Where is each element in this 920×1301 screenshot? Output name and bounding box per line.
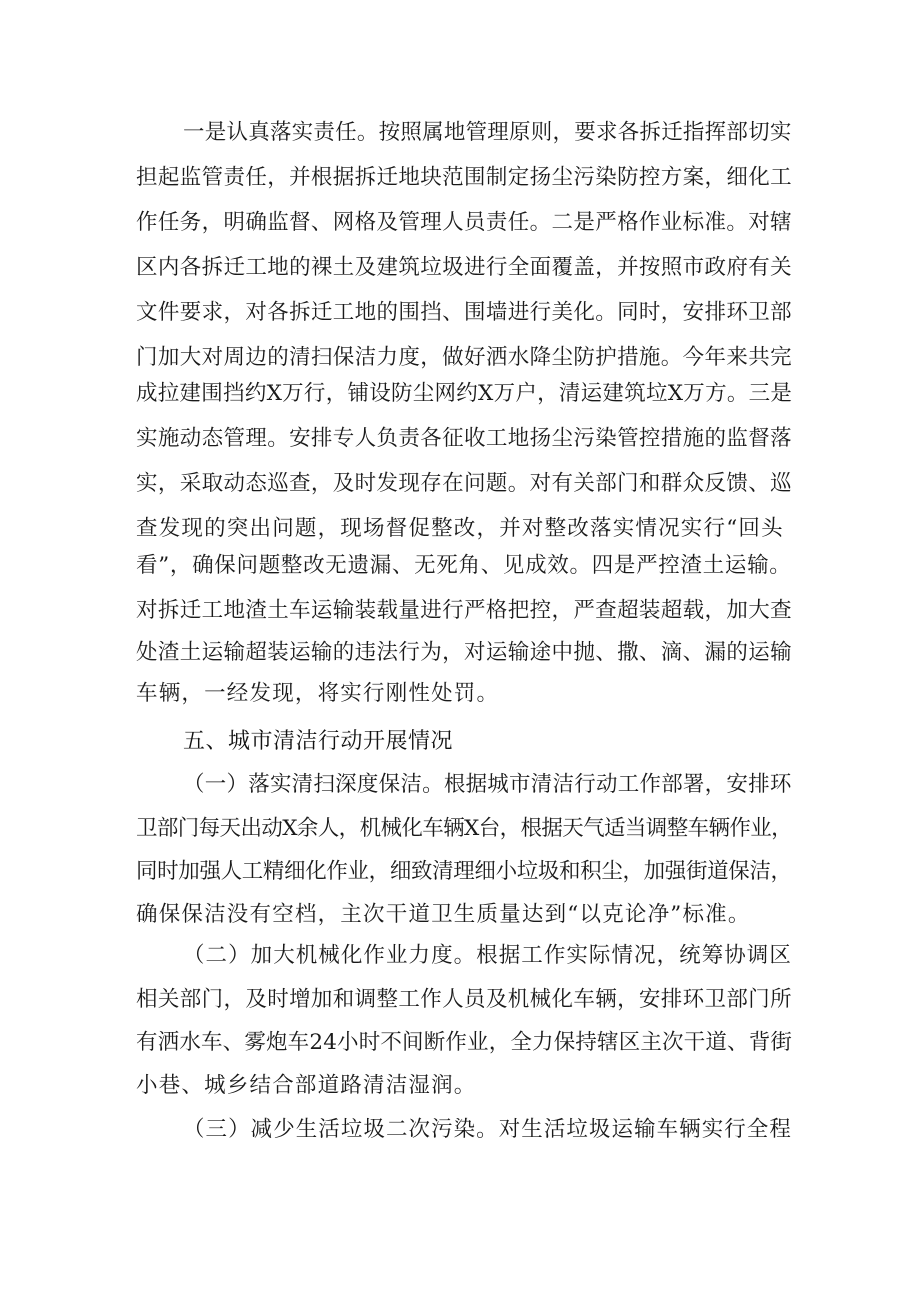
text-line: （三）减少生活垃圾二次污染。对生活垃圾运输车辆实行全程	[183, 1117, 792, 1142]
text-line: 确保保洁没有空档，主次干道卫生质量达到“以克论净”标准。	[136, 902, 751, 927]
text-line: 有洒水车、雾炮车24小时不间断作业，全力保持辖区主次干道、背街	[136, 1030, 793, 1055]
text-line: 区内各拆迁工地的裸土及建筑垃圾进行全面覆盖，并按照市政府有关	[136, 255, 793, 280]
section-heading: 五、城市清洁行动开展情况	[183, 729, 454, 754]
text-line: 对拆迁工地渣土车运输装载量进行严格把控，严查超装超载，加大查	[136, 598, 793, 623]
text-line: （二）加大机械化作业力度。根据工作实际情况，统筹协调区	[183, 943, 792, 968]
text-line: （一）落实清扫深度保洁。根据城市清洁行动工作部署，安排环	[183, 772, 792, 797]
text-line: 同时加强人工精细化作业，细致清理细小垃圾和积尘，加强街道保洁，	[136, 859, 792, 884]
text-line: 担起监管责任，并根据拆迁地块范围制定扬尘污染防控方案，细化工	[136, 165, 793, 190]
text-line: 相关部门，及时增加和调整工作人员及机械化车辆，安排环卫部门所	[136, 987, 793, 1012]
text-line: 成拉建围挡约X万行，铺设防尘网约X万户，清运建筑垃X万方。三是	[136, 381, 793, 406]
text-line: 门加大对周边的清扫保洁力度，做好洒水降尘防护措施。今年来共完	[136, 345, 793, 370]
text-line: 一是认真落实责任。按照属地管理原则，要求各拆迁指挥部切实	[183, 120, 792, 145]
text-line: 文件要求，对各拆迁工地的围挡、围墙进行美化。同时，安排环卫部	[136, 300, 793, 325]
text-line: 实施动态管理。安排专人负责各征收工地扬尘污染管控措施的监督落	[136, 426, 793, 451]
text-line: 看”，确保问题整改无遗漏、无死角、见成效。四是严控渣土运输。	[136, 553, 792, 578]
text-line: 车辆，一经发现，将实行刚性处罚。	[136, 681, 500, 706]
text-line: 卫部门每天出动X余人，机械化车辆X台，根据天气适当调整车辆作业，	[136, 816, 793, 841]
text-line: 小巷、城乡结合部道路清洁湿润。	[136, 1073, 477, 1098]
text-line: 处渣土运输超装运输的违法行为，对运输途中抛、撒、滴、漏的运输	[136, 640, 793, 665]
text-line: 查发现的突出问题，现场督促整改，并对整改落实情况实行“回头	[136, 516, 784, 541]
text-line: 作任务，明确监督、网格及管理人员责任。二是严格作业标准。对辖	[136, 210, 793, 235]
text-line: 实，采取动态巡查，及时发现存在问题。对有关部门和群众反馈、巡	[136, 471, 793, 496]
